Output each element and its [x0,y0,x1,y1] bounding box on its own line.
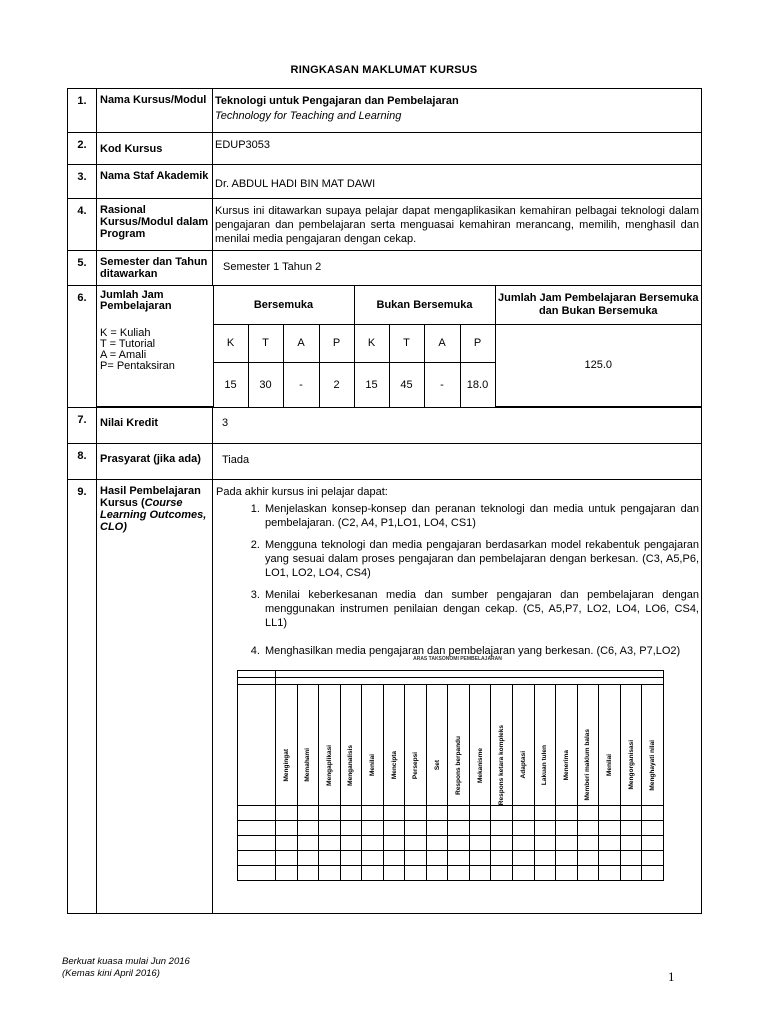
taxonomy-cell [448,821,470,836]
taxonomy-column-label: Mengingat [282,748,290,782]
taxonomy-cell [426,821,448,836]
taxo-group-header [276,671,664,678]
clo-intro: Pada akhir kursus ini pelajar dapat: [216,486,388,498]
taxonomy-column-label: Persepsi [412,751,420,779]
taxonomy-cell [405,806,427,821]
taxonomy-cell [577,806,599,821]
credit-value: 3 [213,408,702,444]
taxonomy-cell [556,821,578,836]
row-number: 2. [68,133,97,165]
row-label: Nama Staf Akademik [97,165,213,199]
row-number: 1. [68,89,97,133]
taxonomy-cell [319,806,341,821]
clo-label-italic: Course Learning Outcomes, CLO) [100,497,207,533]
hours-label: Jumlah Jam Pembelajaran [97,286,213,324]
taxonomy-cell [599,821,621,836]
taxonomy-column-header [577,685,599,806]
taxonomy-column-header [426,685,448,806]
taxonomy-cell [297,851,319,866]
taxonomy-cell [534,836,556,851]
staff-name: Dr. ABDUL HADI BIN MAT DAWI [213,165,702,199]
bukan-bersemuka-header: Bukan Bersemuka [354,286,495,324]
taxonomy-cell [297,821,319,836]
taxonomy-cell [577,821,599,836]
legend-item: A = Amali [100,349,147,361]
taxonomy-cell [556,836,578,851]
clo-label-main: Hasil Pembelajaran Kursus ( [100,485,201,509]
hours-col-header: A [424,324,460,362]
taxonomy-row [238,806,664,821]
prerequisite-value: Tiada [213,444,702,480]
taxonomy-cell [620,806,642,821]
row-course-name [68,89,702,133]
taxonomy-cell [276,866,298,881]
row-label: Kod Kursus [97,133,213,165]
taxonomy-cell [556,851,578,866]
taxonomy-column-header [599,685,621,806]
row-number: 3. [68,165,97,199]
taxonomy-cell [362,851,384,866]
hours-value: 2 [319,362,354,407]
taxonomy-cell [534,866,556,881]
row-label: Prasyarat (jika ada) [97,444,213,480]
legend-item: T = Tutorial [100,338,156,350]
footer-note [62,956,190,980]
row-number: 4. [68,199,97,251]
hours-legend [97,324,213,407]
hours-value: - [283,362,319,407]
taxonomy-column-label: Menilai [605,754,613,777]
row-staff [68,165,702,199]
taxonomy-column-label: Respons ketara kompleks [498,725,506,806]
taxonomy-cell [599,851,621,866]
page-number: 1 [668,969,675,984]
taxonomy-cell [642,821,664,836]
taxonomy-cell [426,866,448,881]
taxonomy-cell [340,851,362,866]
taxonomy-cell [383,806,405,821]
taxonomy-cell [297,836,319,851]
taxonomy-cell [238,866,276,881]
taxonomy-row [238,866,664,881]
jumlah-header: Jumlah Jam Pembelajaran Bersemuka dan Bukan Bersemuka [495,286,701,324]
taxonomy-column-header [405,685,427,806]
clo-item: 4. Menghasilkan media pengajaran dan pembelajaran yang berkesan. (C6, A3, P7,LO2) [263,644,699,658]
taxonomy-cell [448,851,470,866]
taxonomy-cell [426,851,448,866]
footer-line: (Kemas kini April 2016) [62,968,160,979]
taxonomy-cell [491,821,513,836]
row-credit [68,408,702,444]
bersemuka-header: Bersemuka [213,286,354,324]
taxonomy-cell [491,836,513,851]
taxonomy-cell [297,806,319,821]
taxonomy-cell [513,866,535,881]
taxonomy-cell [577,851,599,866]
taxonomy-cell [534,821,556,836]
row-label: Semester dan Tahun ditawarkan [97,251,213,286]
taxonomy-cell [448,866,470,881]
taxo-corner [238,671,276,678]
taxonomy-cell [238,821,276,836]
taxonomy-cell [513,836,535,851]
taxonomy-column-header [383,685,405,806]
taxonomy-cell [383,821,405,836]
page-title: RINGKASAN MAKLUMAT KURSUS [290,64,478,76]
taxonomy-column-header [620,685,642,806]
taxonomy-column-label: Menghayati nilai [649,739,657,791]
taxonomy-cell [642,806,664,821]
taxonomy-cell [426,806,448,821]
hours-value: 15 [213,362,248,407]
taxonomy-cell [238,836,276,851]
row-course-code [68,133,702,165]
taxonomy-column-label: Memahami [304,748,312,782]
taxonomy-cell [491,851,513,866]
taxonomy-row [238,821,664,836]
taxonomy-cell [491,866,513,881]
taxonomy-cell [599,866,621,881]
row-number: 6. [68,286,97,408]
taxonomy-cell [405,836,427,851]
taxonomy-column-label: Mencipta [390,751,398,780]
hours-col-header: P [460,324,495,362]
taxonomy-cell [534,806,556,821]
taxonomy-cell [362,866,384,881]
clo-item: 2. Mengguna teknologi dan media pengajaran berdasarkan model rekabentuk pengajaran yang sesuai dalam proses pengajaran dan pembelajaran dengan berkesan. (C3, A5,P6, LO1, LO2, LO4, CS4) [263,538,699,580]
taxonomy-cell [319,821,341,836]
taxonomy-cell [469,836,491,851]
taxonomy-cell [383,851,405,866]
taxonomy-cell [405,821,427,836]
taxonomy-cell [556,806,578,821]
taxonomy-cell [426,836,448,851]
taxonomy-cell [276,821,298,836]
taxonomy-cell [491,806,513,821]
taxonomy-cell [276,836,298,851]
taxonomy-cell [513,806,535,821]
hours-col-header: K [354,324,389,362]
taxonomy-column-header [513,685,535,806]
clo-item: 3. Menilai keberkesanan media dan sumber pengajaran dan pembelajaran dengan menggunakan instrumen penilaian dengan cekap. (C5, A5,P7, LO2, LO4, LO6, CS4, LL1) [263,588,699,630]
taxonomy-cell [469,851,491,866]
taxonomy-cell [534,851,556,866]
row-label: Nilai Kredit [97,408,213,444]
taxonomy-cell [469,821,491,836]
taxonomy-column-header [642,685,664,806]
legend-item: K = Kuliah [100,327,151,339]
taxonomy-column-label: Set [433,760,441,771]
taxonomy-column-header [469,685,491,806]
clo-list [216,502,699,658]
row-label [97,480,213,914]
taxo-corner [238,685,276,806]
taxonomy-cell [599,806,621,821]
taxonomy-cell [513,821,535,836]
hours-value: 30 [248,362,283,407]
taxonomy-cell [642,851,664,866]
hours-value: 45 [389,362,424,407]
taxonomy-column-header [276,685,298,806]
taxonomy-cell [469,866,491,881]
taxonomy-cell [319,851,341,866]
taxonomy-cell [577,836,599,851]
taxonomy-cell [620,836,642,851]
clo-item: 1. Menjelaskan konsep-konsep dan peranan teknologi dan media untuk pengajaran dan pembelajaran. (C2, A4, P1,LO1, LO4, CS1) [263,502,699,530]
taxonomy-column-label: Menilai [368,754,376,777]
row-hours [68,286,702,408]
taxonomy-row [238,836,664,851]
course-name-ms: Teknologi untuk Pengajaran dan Pembelajaran [215,95,459,107]
rationale-text: Kursus ini ditawarkan supaya pelajar dapat mengaplikasikan kemahiran pelbagai teknologi dalam pengajaran dan pembelajaran serta menguasai kemahiran merancang, memilih, menghasil dan menilai media pengajaran dengan cekap. [213,199,702,251]
clo-content [213,480,702,914]
row-value [213,89,702,133]
taxonomy-column-label: Menerima [562,749,570,781]
row-rationale [68,199,702,251]
taxonomy-cell [276,806,298,821]
taxonomy-cell [383,866,405,881]
taxonomy-column-label: Adaptasi [519,751,527,779]
row-number: 9. [68,480,97,914]
taxonomy-cell [642,866,664,881]
hours-col-header: K [213,324,248,362]
hours-value: - [424,362,460,407]
taxonomy-cell [556,866,578,881]
taxonomy-cell [340,866,362,881]
taxonomy-column-label: Mengorganisasi [627,740,635,790]
taxonomy-column-label: Mengaplikasi [325,744,333,786]
row-clo [68,480,702,914]
row-semester [68,251,702,286]
taxonomy-column-header [297,685,319,806]
hours-col-header: P [319,324,354,362]
taxonomy-cell [448,806,470,821]
taxonomy-column-label: Menganalisis [347,744,355,786]
taxonomy-cell [642,836,664,851]
taxonomy-cell [577,866,599,881]
taxonomy-cell [319,866,341,881]
course-name-en: Technology for Teaching and Learning [215,110,402,122]
taxonomy-column-header [340,685,362,806]
hours-total: 125.0 [495,324,701,407]
hours-value: 15 [354,362,389,407]
taxonomy-column-header [534,685,556,806]
course-code: EDUP3053 [213,133,702,165]
taxonomy-column-label: Respons berpandu [455,735,463,795]
taxonomy-cell [469,806,491,821]
taxonomy-table [237,670,664,881]
taxo-group-header [276,678,664,685]
taxonomy-cell [340,806,362,821]
hours-col-header: T [389,324,424,362]
taxonomy-cell [340,836,362,851]
taxonomy-cell [319,836,341,851]
taxonomy-column-header [448,685,470,806]
row-number: 7. [68,408,97,444]
taxonomy-column-header [491,685,513,806]
row-number: 8. [68,444,97,480]
taxonomy-cell [238,851,276,866]
hours-col-header: A [283,324,319,362]
course-summary-table [67,88,702,914]
taxonomy-cell [362,806,384,821]
row-number: 5. [68,251,97,286]
taxonomy-cell [620,851,642,866]
taxonomy-cell [599,836,621,851]
hours-col-header: T [248,324,283,362]
taxonomy-column-header [362,685,384,806]
row-prerequisite [68,444,702,480]
taxonomy-header-row [238,685,664,806]
taxonomy-cell [297,866,319,881]
hours-table [97,286,701,407]
taxonomy-cell [405,851,427,866]
legend-item: P= Pentaksiran [100,360,175,372]
taxonomy-heading: ARAS TAKSONOMI PEMBELAJARAN [413,656,502,662]
semester-value: Semester 1 Tahun 2 [213,251,702,286]
taxonomy-cell [340,821,362,836]
taxonomy-cell [362,836,384,851]
footer-line: Berkuat kuasa mulai Jun 2016 [62,956,190,967]
taxonomy-cell [238,806,276,821]
row-label: Rasional Kursus/Modul dalam Program [97,199,213,251]
taxonomy-column-label: Memberi maklum balas [584,729,592,801]
taxonomy-column-header [319,685,341,806]
taxonomy-cell [383,836,405,851]
row-label: Nama Kursus/Modul [97,89,213,133]
taxonomy-cell [620,866,642,881]
hours-table-cell [97,286,702,408]
taxonomy-cell [405,866,427,881]
taxonomy-cell [513,851,535,866]
taxo-corner [238,678,276,685]
taxonomy-cell [276,851,298,866]
taxonomy-cell [362,821,384,836]
taxonomy-column-label: Mekanisme [476,747,484,783]
taxonomy-row [238,851,664,866]
taxonomy-column-label: Lakuan tulen [541,745,549,786]
taxonomy-column-header [556,685,578,806]
taxonomy-cell [620,821,642,836]
taxonomy-cell [448,836,470,851]
hours-value: 18.0 [460,362,495,407]
